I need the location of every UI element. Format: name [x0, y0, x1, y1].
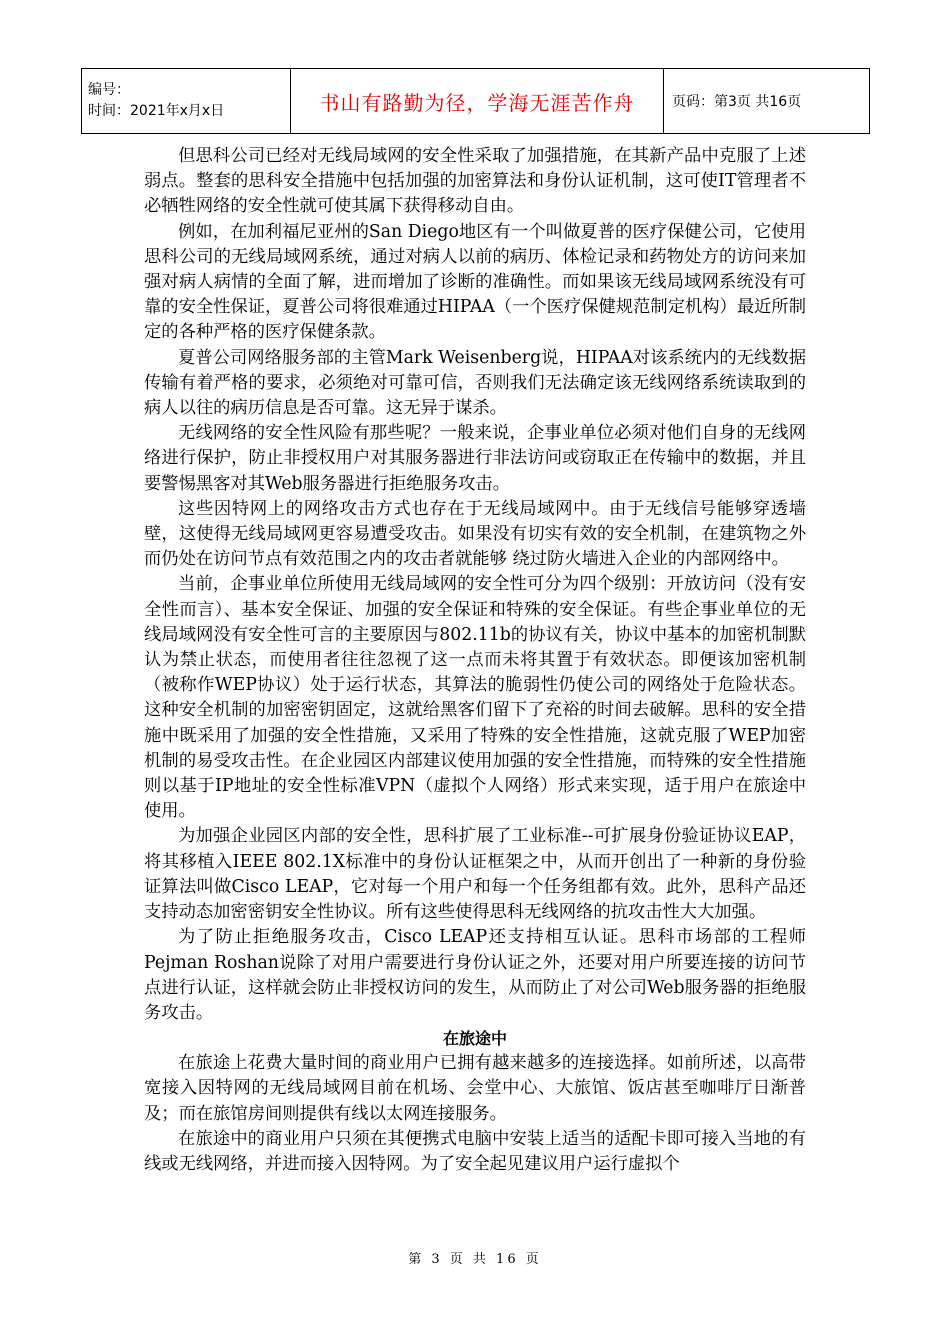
- paragraph: 无线网络的安全性风险有那些呢？一般来说，企事业单位必须对他们自身的无线网络进行保护，防止非授权用户对其服务器进行非法访问或窃取正在传输中的数据，并且要警惕黑客对其Web服务器进行拒绝服务攻击。: [144, 423, 806, 494]
- header-number-label: 编号：: [88, 82, 130, 98]
- paragraph: 夏普公司网络服务部的主管Mark Weisenberg说，HIPAA对该系统内的无线数据传输有着严格的要求，必须绝对可靠可信，否则我们无法确定该无线网络系统读取到的病人以往的病历信息是否可靠。这无异于谋杀。: [144, 347, 806, 419]
- paragraph: 这些因特网上的网络攻击方式也存在于无线局域网中。由于无线信号能够穿透墙壁，这使得无线局域网更容易遭受攻击。如果没有切实有效的安全机制，在建筑物之外而仍处在访问节点有效范围之内的攻击者就能够 绕过防火墙进入企业的内部网络中。: [144, 498, 806, 570]
- header-date-label: 时间：2021年x月x日: [88, 103, 225, 119]
- header-page-info: 页码：第3页 共16页: [664, 69, 870, 134]
- paragraph: 当前，企事业单位所使用无线局域网的安全性可分为四个级别：开放访问（没有安全性而言）、基本安全保证、加强的安全保证和特殊的安全保证。有些企事业单位的无线局域网没有安全性可言的主要原因与802.11b的协议有关，协议中基本的加密机制默认为禁止状态，而使用者往往忽视了这一点而未将其置于有效状态。即便该加密机制（被称作WEP协议）处于运行状态，其算法的脆弱性仍使公司的网络处于危险状态。这种安全机制的加密密钥固定，这就给黑客们留下了充裕的时间去破解。思科的安全措施中既采用了加强的安全性措施，又采用了特殊的安全性措施，这就克服了WEP加密机制的易受攻击性。在企业园区内部建议使用加强的安全性措施，而特殊的安全性措施则以基于IP地址的安全性标准VPN（虚拟个人网络）形式来实现，适于用户在旅途中使用。: [144, 574, 806, 822]
- paragraph: 在旅途中的商业用户只须在其便携式电脑中安装上适当的适配卡即可接入当地的有线或无线网络，并进而接入因特网。为了安全起见建议用户运行虚拟个: [144, 1128, 806, 1174]
- header-motto: 书山有路勤为径，学海无涯苦作舟: [291, 69, 664, 134]
- section-title: 在旅途中: [442, 1029, 507, 1049]
- paragraph: 在旅途上花费大量时间的商业用户已拥有越来越多的连接选择。如前所述，以高带宽接入因特网的无线局域网目前在机场、会堂中心、大旅馆、饭店甚至咖啡厅日渐普及；而在旅馆房间则提供有线以太网连接服务。: [144, 1053, 806, 1124]
- document-body: [144, 144, 806, 1177]
- header-meta: [82, 69, 291, 134]
- paragraph: 为加强企业园区内部的安全性，思科扩展了工业标准--可扩展身份验证协议EAP，将其移植入IEEE 802.1X标准中的身份认证框架之中，从而开创出了一种新的身份验证算法叫做Cisco LEAP，它对每一个用户和每一个任务组都有效。此外，思科产品还支持动态加密密钥安全性协议。所有这些使得思科无线网络的抗攻击性大大加强。: [144, 826, 806, 923]
- paragraph: 为了防止拒绝服务攻击，Cisco LEAP还支持相互认证。思科市场部的工程师Pejman Roshan说除了对用户需要进行身份认证之外，还要对用户所要连接的访问节点进行认证，这样就会防止非授权访问的发生，从而防止了对公司Web服务器的拒绝服务攻击。: [144, 927, 806, 1023]
- page-header: [81, 68, 870, 134]
- paragraph: 例如，在加利福尼亚州的San Diego地区有一个叫做夏普的医疗保健公司，它使用思科公司的无线局域网系统，通过对病人以前的病历、体检记录和药物处方的访问来加强对病人病情的全面了解，进而增加了诊断的准确性。而如果该无线局域网系统没有可靠的安全性保证，夏普公司将很难通过HIPAA（一个医疗保健规范制定机构）最近所制定的各种严格的医疗保健条款。: [144, 221, 806, 343]
- paragraph: 但思科公司已经对无线局域网的安全性采取了加强措施，在其新产品中克服了上述弱点。整套的思科安全措施中包括加强的加密算法和身份认证机制，这可使IT管理者不必牺牲网络的安全性就可使其属下获得移动自由。: [144, 146, 806, 217]
- page-footer: 第 3 页 共 16 页: [408, 1252, 542, 1267]
